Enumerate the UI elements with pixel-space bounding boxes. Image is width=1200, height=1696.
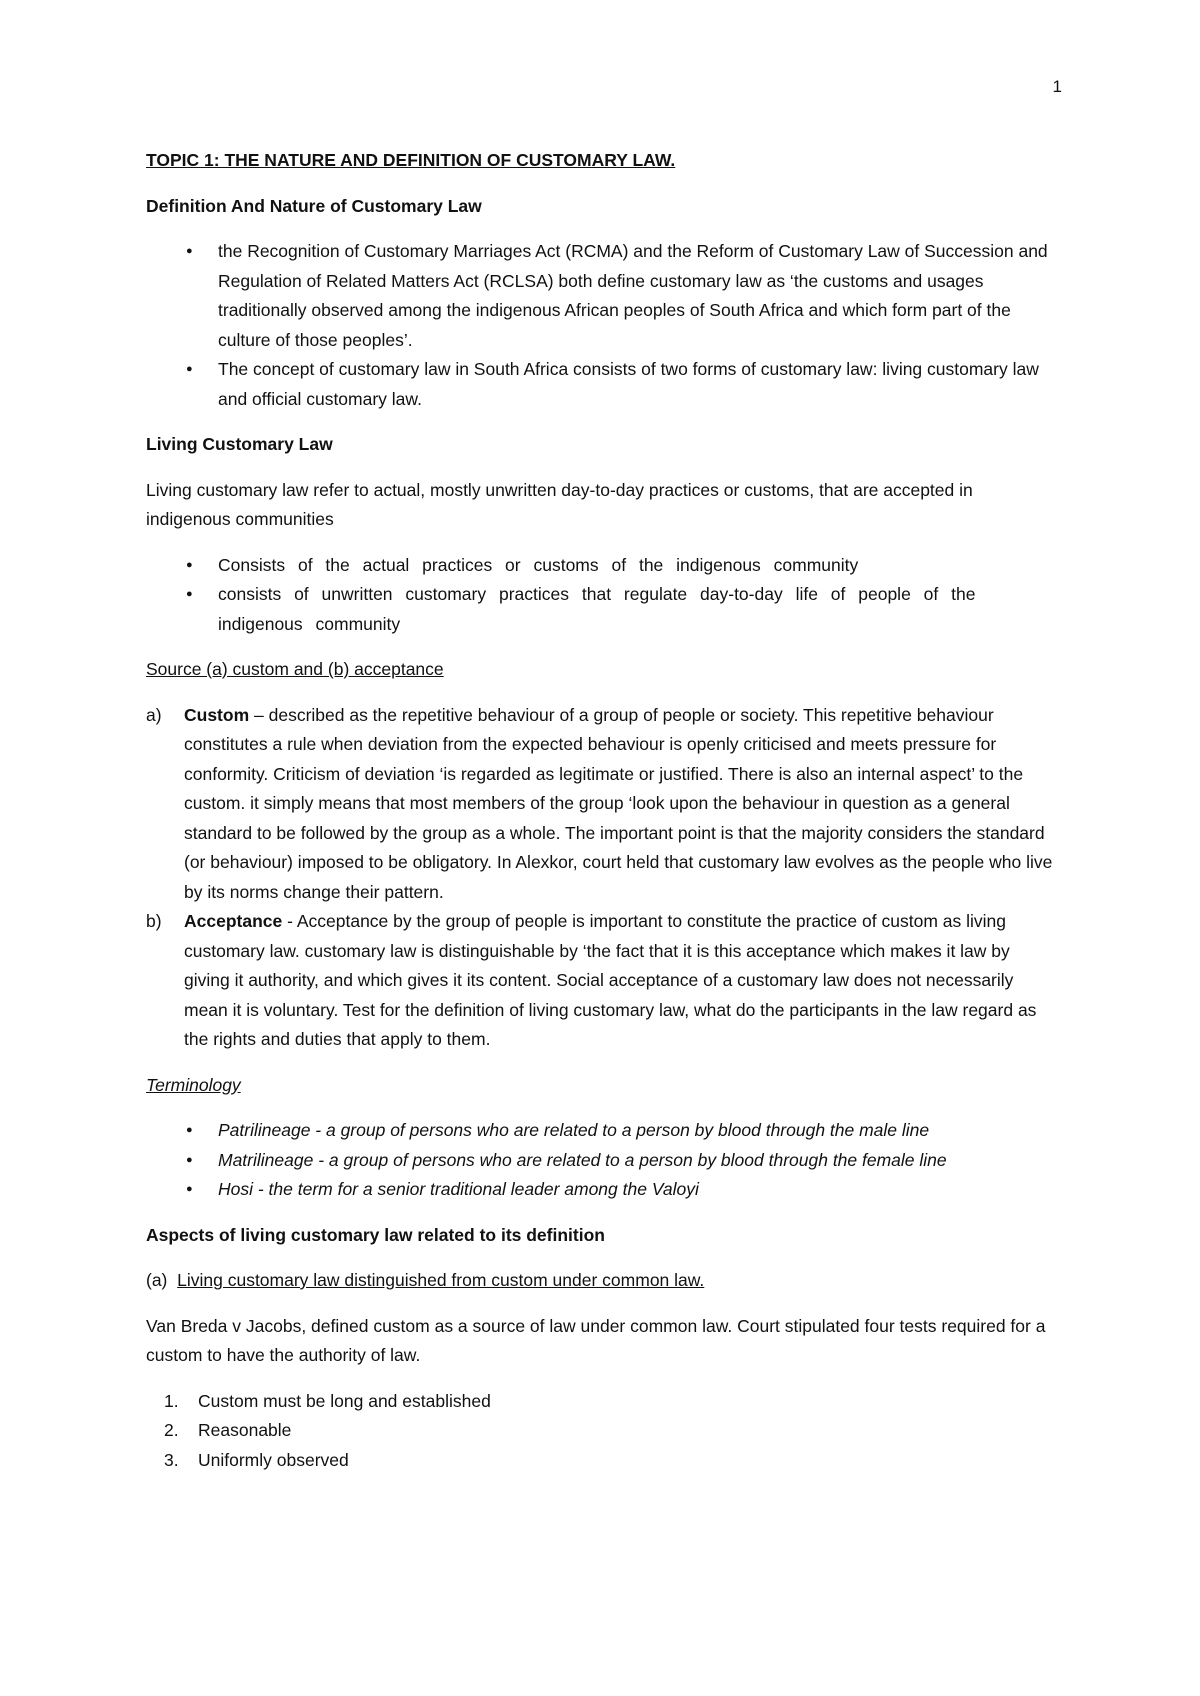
test-text: Uniformly observed [198,1449,349,1470]
aspects-subheading [146,1266,1058,1296]
living-law-intro: Living customary law refer to actual, mostly unwritten day-to-day practices or customs, that are accepted in indigenous communities [146,479,973,529]
source-term: Custom [184,704,250,725]
test-item [146,1387,1058,1417]
tests-list [146,1387,1058,1476]
living-law-bullet-list [146,551,1058,640]
source-item-custom [146,701,1058,908]
source-heading: Source (a) custom and (b) acceptance [146,659,444,679]
test-item [146,1446,1058,1476]
aspects-heading: Aspects of living customary law related to its definition [146,1224,605,1245]
list-marker: 1. [164,1390,179,1411]
list-marker: a) [146,704,162,725]
source-item-acceptance [146,907,1058,1055]
definition-bullet: ● The concept of customary law in South Africa consists of two forms of customary law: living customary law and official customary law. [146,355,1058,414]
aspects-sub-marker: (a) [146,1270,168,1290]
definition-bullet-list [146,237,1058,414]
terminology-list [146,1116,1058,1205]
definition-heading: Definition And Nature of Customary Law [146,195,482,216]
list-marker: 3. [164,1449,179,1470]
list-marker: b) [146,911,162,931]
terminology-item: ● Matrilineage - a group of persons who are related to a person by blood through the female line [146,1146,1058,1176]
living-law-bullet: ● Consists of the actual practices or customs of the indigenous community [146,551,1058,581]
aspects-sub-title: Living customary law distinguished from custom under common law. [177,1270,705,1290]
terminology-item: ● Patrilineage - a group of persons who are related to a person by blood through the male line [146,1116,1058,1146]
list-marker: 2. [164,1420,179,1440]
source-text: - Acceptance by the group of people is important to constitute the practice of custom as living customary law. customary law is distinguishable by ‘the fact that it is this acceptance which makes it law by giving it authority, and which gives it its content. Social acceptance of a customary law does not necessarily mean it is voluntary. Test for the definition of living customary law, what do the participants in the law regard as the rights and duties that apply to them. [184,911,1037,1049]
living-law-bullet: ● consists of unwritten customary practices that regulate day-to-day life of people of the indigenous community [146,580,1058,639]
definition-bullet: ● the Recognition of Customary Marriages Act (RCMA) and the Reform of Customary Law of Succession and Regulation of Related Matters Act (RCLSA) both define customary law as ‘the customs and usages traditionally observed among the indigenous African peoples of South Africa and which form part of the culture of those peoples’. [146,237,1058,355]
source-term: Acceptance [184,911,283,931]
test-text: Reasonable [198,1420,292,1440]
test-text: Custom must be long and established [198,1390,491,1411]
aspects-paragraph: Van Breda v Jacobs, defined custom as a source of law under common law. Court stipulated four tests required for a custom to have the authority of law. [146,1315,1046,1365]
terminology-heading: Terminology [146,1074,241,1095]
page-number: 1 [1052,77,1062,96]
terminology-item: ● Hosi - the term for a senior traditional leader among the Valoyi [146,1175,1058,1205]
source-text: – described as the repetitive behaviour of a group of people or society. This repetitive behaviour constitutes a rule when deviation from the expected behaviour is openly criticised and meets pressure for conformity. Criticism of deviation ‘is regarded as legitimate or justified. There is also an internal aspect’ to the custom. it simply means that most members of the group ‘look upon the behaviour in question as a general standard to be followed by the group as a whole. The important point is that the majority considers the standard (or behaviour) imposed to be obligatory. In Alexkor, court held that customary law evolves as the people who live by its norms change their pattern. [184,704,1053,902]
test-item [146,1416,1058,1446]
topic-title: TOPIC 1: THE NATURE AND DEFINITION OF CUSTOMARY LAW. [146,150,676,170]
source-list [146,701,1058,1055]
living-law-heading: Living Customary Law [146,434,333,454]
document-body [146,146,1058,1475]
